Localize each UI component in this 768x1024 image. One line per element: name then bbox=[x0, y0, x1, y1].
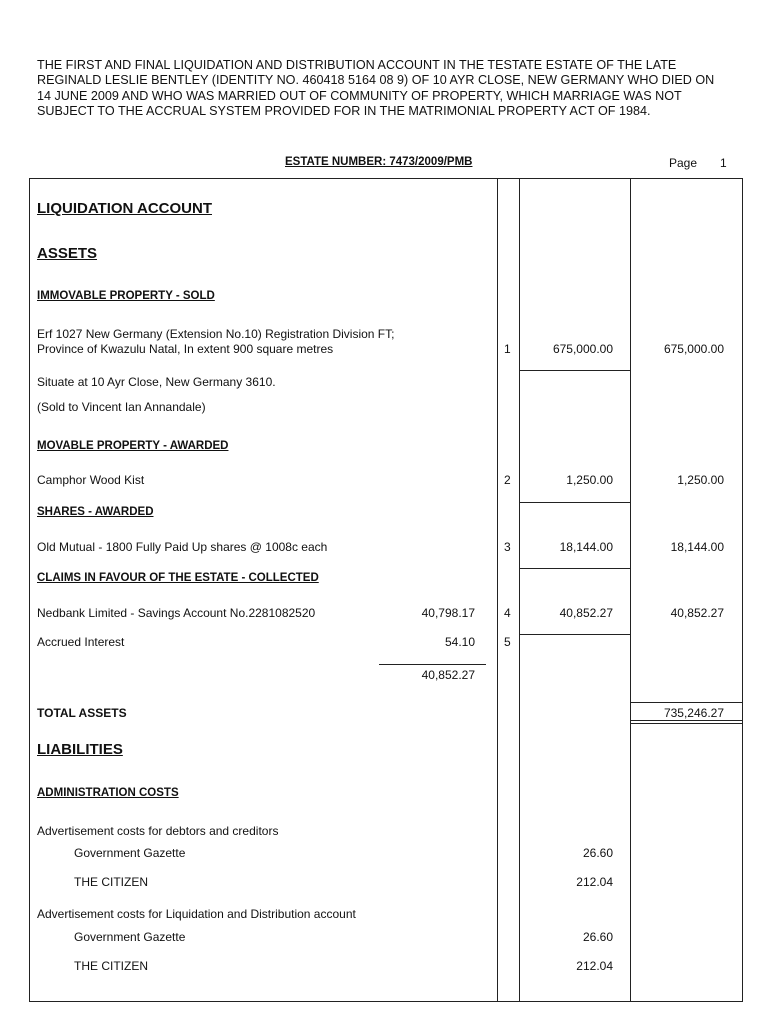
situate-line: Situate at 10 Ayr Close, New Germany 3610. bbox=[37, 375, 276, 389]
shares-heading: SHARES - AWARDED bbox=[37, 506, 154, 518]
erf-ref: 1 bbox=[504, 342, 511, 356]
citizen-amount: 212.04 bbox=[576, 875, 613, 889]
total-rule-double bbox=[630, 723, 743, 724]
gazette-amount: 26.60 bbox=[582, 930, 613, 944]
interest-line: Accrued Interest bbox=[37, 635, 125, 649]
claims-subtotal: 40,852.27 bbox=[421, 668, 475, 682]
kist-amount: 1,250.00 bbox=[566, 473, 613, 487]
citizen-amount: 212.04 bbox=[576, 959, 613, 973]
page-number: 1 bbox=[720, 156, 727, 170]
nedbank-ref: 4 bbox=[504, 606, 511, 620]
document-heading: THE FIRST AND FINAL LIQUIDATION AND DISTRIBUTION ACCOUNT IN THE TESTATE ESTATE OF THE LATE REGINALD LESLIE BENTLEY (IDENTITY NO. 460418 5164 08 9) OF 10 AYR CLOSE, NEW GERMANY WHO DIED ON 14 JUNE 2009 AND WHO WAS MARRIED OUT OF COMMUNITY OF PROPERTY, WHICH MARRIAGE WAS NOT SUBJECT TO THE ACCRUAL SYSTEM PROVIDED FOR IN THE MATRIMONIAL PROPERTY ACT OF 1984. bbox=[37, 58, 715, 118]
shares-ref: 3 bbox=[504, 540, 511, 554]
assets-title: ASSETS bbox=[37, 245, 98, 262]
nedbank-line: Nedbank Limited - Savings Account No.2281082520 bbox=[37, 606, 316, 620]
gazette-line: Government Gazette bbox=[74, 846, 186, 860]
estate-number: ESTATE NUMBER: 7473/2009/PMB bbox=[285, 156, 473, 168]
erf-amount: 675,000.00 bbox=[552, 342, 613, 356]
admin-costs-heading: ADMINISTRATION COSTS bbox=[37, 787, 179, 799]
nedbank-amount: 40,852.27 bbox=[559, 606, 613, 620]
kist-line: Camphor Wood Kist bbox=[37, 473, 145, 487]
interest-sub-amount: 54.10 bbox=[444, 635, 475, 649]
claims-heading: CLAIMS IN FAVOUR OF THE ESTATE - COLLECTED bbox=[37, 572, 319, 584]
column-divider-ref-left bbox=[497, 178, 498, 1002]
amount-rule bbox=[519, 370, 630, 371]
erf-total: 675,000.00 bbox=[663, 342, 724, 356]
citizen-line: THE CITIZEN bbox=[74, 875, 148, 889]
citizen-line: THE CITIZEN bbox=[74, 959, 148, 973]
total-rule-double bbox=[630, 720, 743, 721]
kist-total: 1,250.00 bbox=[677, 473, 724, 487]
section-title: LIQUIDATION ACCOUNT bbox=[37, 200, 212, 217]
nedbank-sub-amount: 40,798.17 bbox=[421, 606, 475, 620]
total-assets-label: TOTAL ASSETS bbox=[37, 706, 127, 720]
adv-liquidation-line: Advertisement costs for Liquidation and Distribution account bbox=[37, 907, 356, 921]
amount-rule bbox=[519, 568, 630, 569]
shares-total: 18,144.00 bbox=[670, 540, 724, 554]
total-assets-value: 735,246.27 bbox=[663, 706, 724, 720]
movable-heading: MOVABLE PROPERTY - AWARDED bbox=[37, 440, 229, 452]
interest-ref: 5 bbox=[504, 635, 511, 649]
sold-to-line: (Sold to Vincent Ian Annandale) bbox=[37, 400, 206, 414]
page-label: Page bbox=[669, 156, 698, 170]
liabilities-title: LIABILITIES bbox=[37, 741, 123, 758]
erf-line-2: Province of Kwazulu Natal, In extent 900 square metres bbox=[37, 342, 334, 356]
gazette-line: Government Gazette bbox=[74, 930, 186, 944]
amount-rule bbox=[519, 634, 630, 635]
immovable-heading: IMMOVABLE PROPERTY - SOLD bbox=[37, 290, 215, 302]
column-divider-amount-right bbox=[630, 178, 631, 1002]
nedbank-total: 40,852.27 bbox=[670, 606, 724, 620]
gazette-amount: 26.60 bbox=[582, 846, 613, 860]
total-rule-top bbox=[630, 702, 743, 703]
kist-ref: 2 bbox=[504, 473, 511, 487]
adv-debtors-line: Advertisement costs for debtors and creditors bbox=[37, 824, 279, 838]
shares-amount: 18,144.00 bbox=[559, 540, 613, 554]
erf-line-1: Erf 1027 New Germany (Extension No.10) Registration Division FT; bbox=[37, 327, 395, 341]
subtotal-rule bbox=[379, 664, 486, 665]
amount-rule bbox=[519, 502, 630, 503]
shares-line: Old Mutual - 1800 Fully Paid Up shares @ 1008c each bbox=[37, 540, 328, 554]
